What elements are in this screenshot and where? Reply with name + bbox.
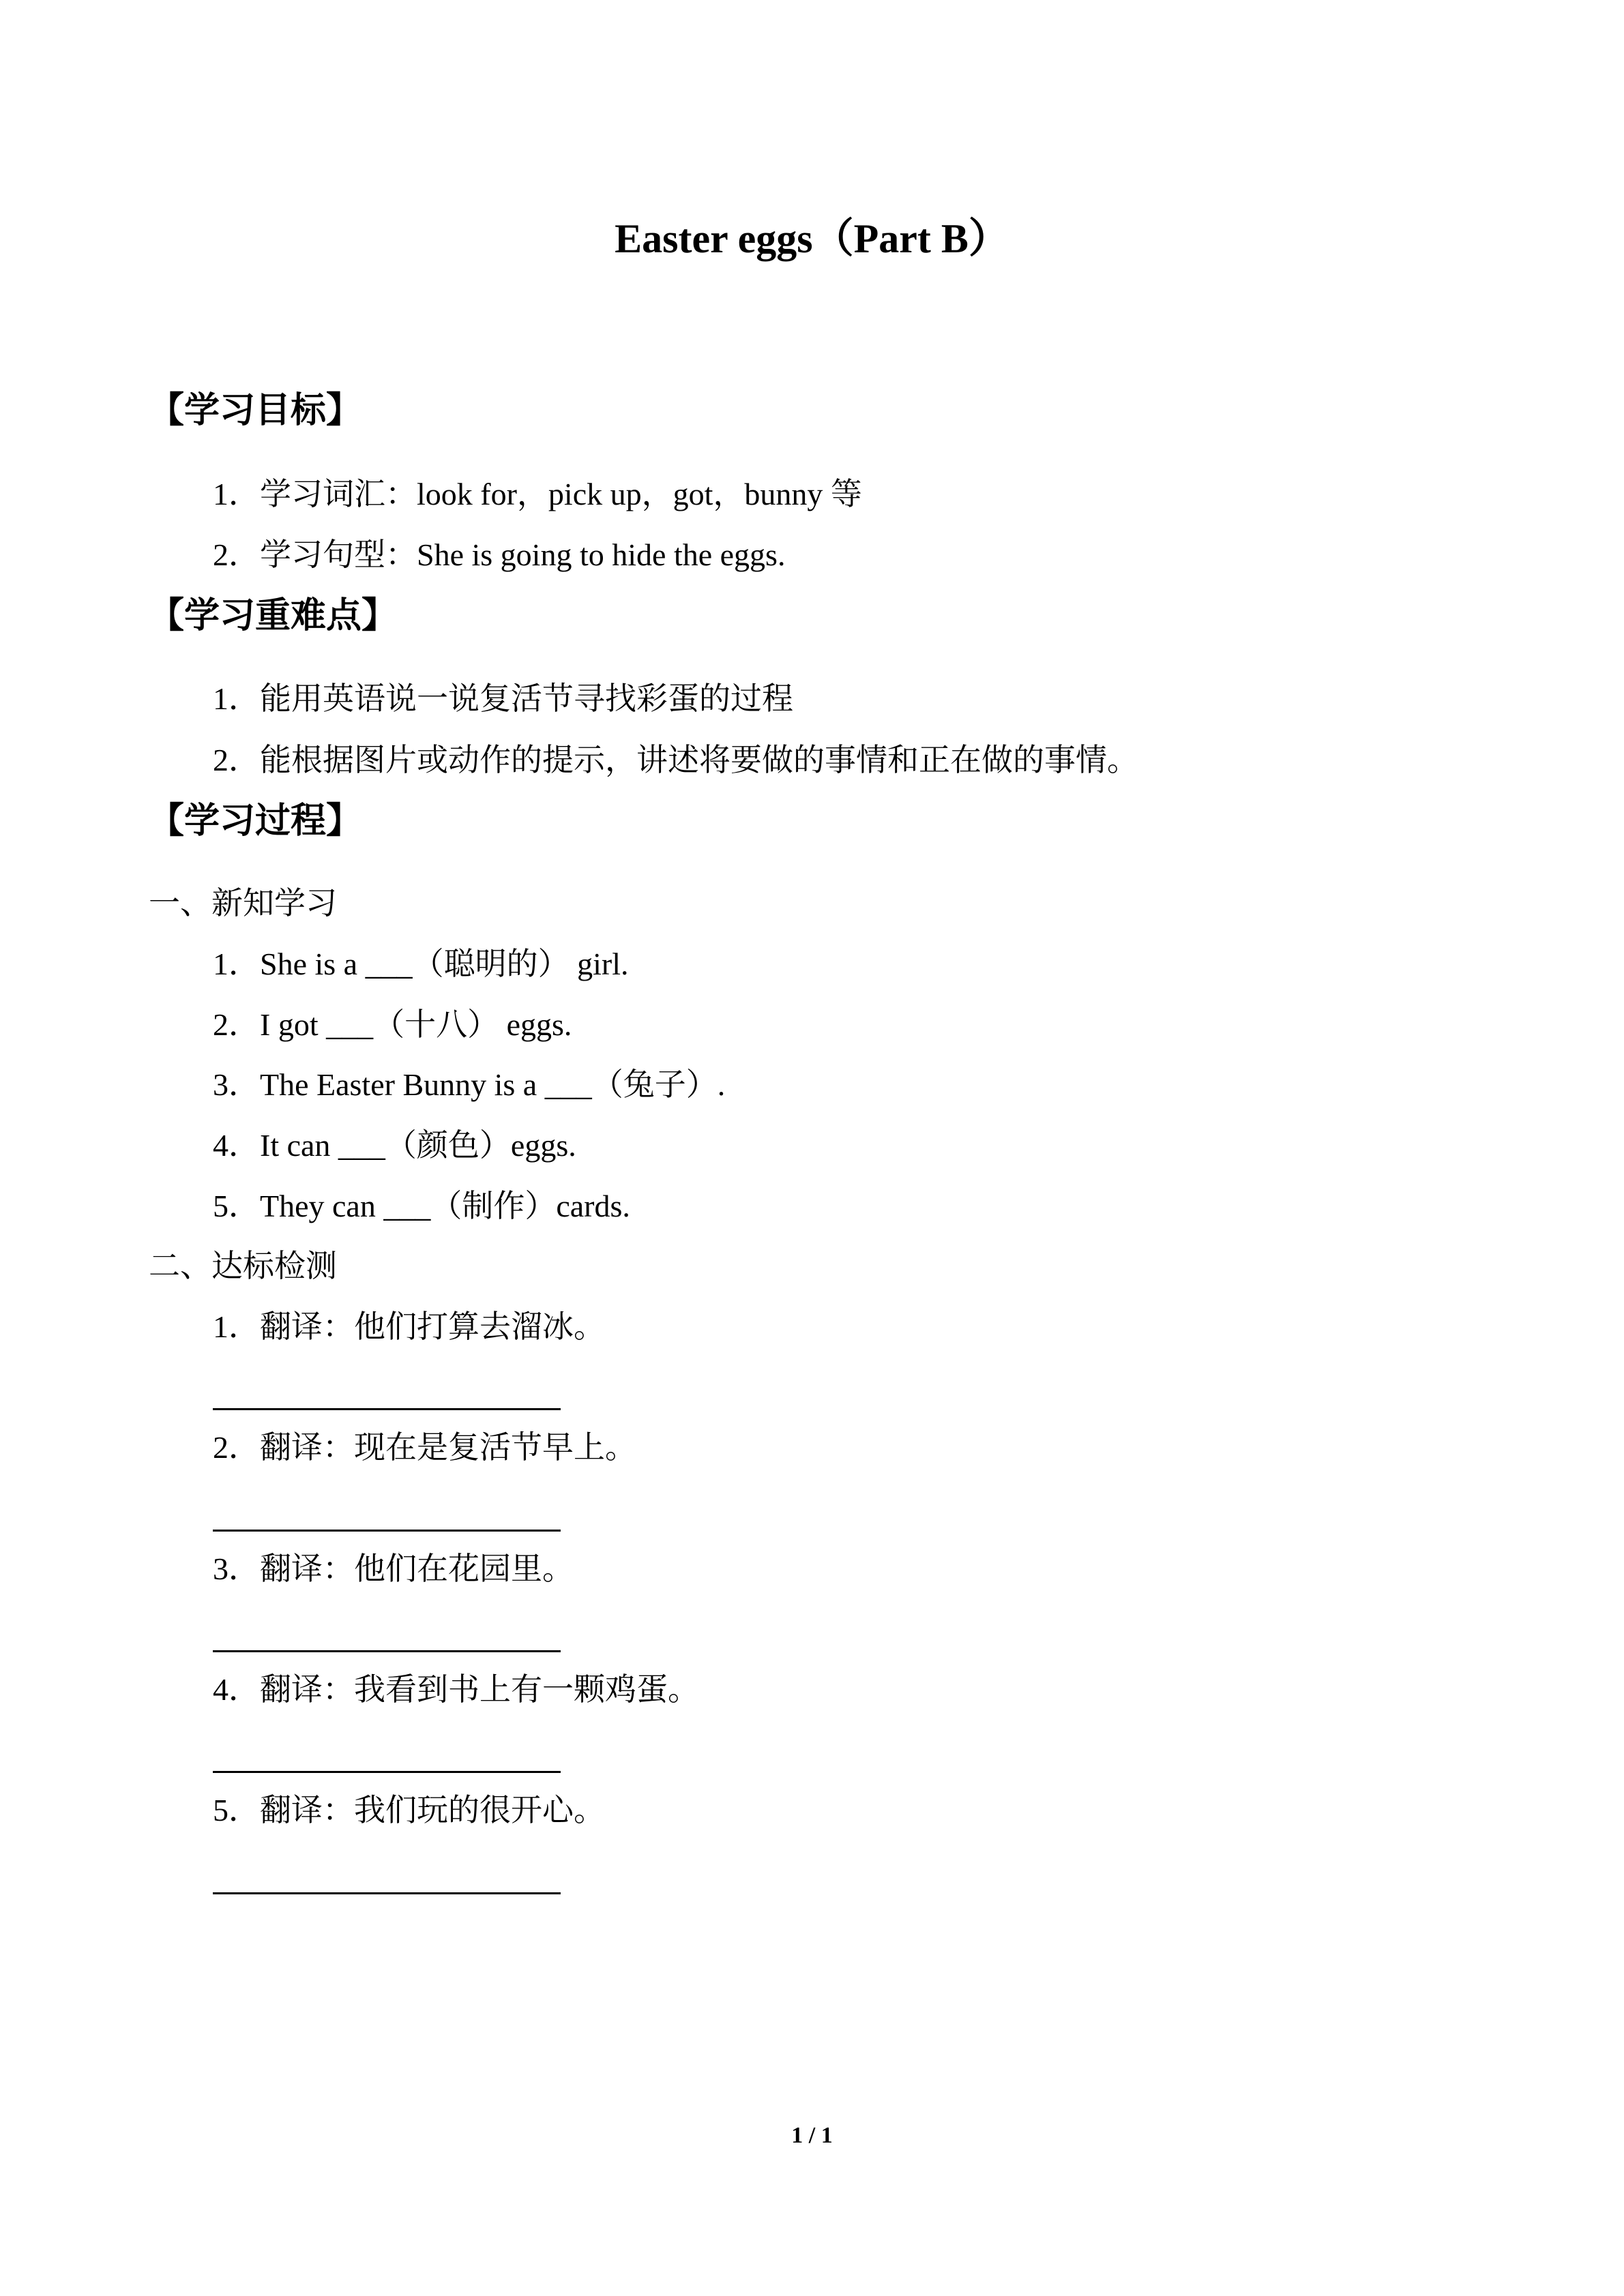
key-point-item-2: 2．能根据图片或动作的提示，讲述将要做的事情和正在做的事情。 [213, 743, 1138, 777]
fill-blank-item-5: 5．They can ___（制作）cards. [213, 1189, 630, 1223]
process-heading: 【学习过程】 [149, 801, 362, 841]
assessment-title: 二、达标检测 [149, 1249, 337, 1283]
answer-line-5[interactable] [213, 1892, 561, 1894]
answer-line-4[interactable] [213, 1771, 561, 1773]
objectives-heading: 【学习目标】 [149, 390, 362, 431]
key-points-heading: 【学习重难点】 [149, 595, 398, 636]
document-title: Easter eggs（Part B） [615, 216, 1009, 261]
answer-line-1[interactable] [213, 1408, 561, 1410]
fill-blank-item-2: 2．I got ___（十八） eggs. [213, 1007, 572, 1042]
translation-item-4: 4．翻译：我看到书上有一颗鸡蛋。 [213, 1672, 699, 1707]
new-knowledge-title: 一、新知学习 [149, 886, 337, 921]
page-number: 1 / 1 [791, 2123, 833, 2148]
answer-line-2[interactable] [213, 1530, 561, 1532]
translation-item-3: 3．翻译：他们在花园里。 [213, 1551, 574, 1586]
translation-item-2: 2．翻译：现在是复活节早上。 [213, 1430, 636, 1465]
fill-blank-item-3: 3．The Easter Bunny is a ___（兔子）. [213, 1067, 726, 1102]
fill-blank-item-4: 4．It can ___（颜色）eggs. [213, 1128, 576, 1163]
objective-item-1: 1．学习词汇：look for，pick up，got，bunny 等 [213, 477, 862, 511]
fill-blank-item-1: 1．She is a ___（聪明的） girl. [213, 946, 629, 981]
objective-item-2: 2．学习句型：She is going to hide the eggs. [213, 537, 786, 572]
translation-item-1: 1．翻译：他们打算去溜冰。 [213, 1309, 605, 1344]
answer-line-3[interactable] [213, 1650, 561, 1652]
translation-item-5: 5．翻译：我们玩的很开心。 [213, 1793, 605, 1828]
key-point-item-1: 1．能用英语说一说复活节寻找彩蛋的过程 [213, 681, 793, 716]
